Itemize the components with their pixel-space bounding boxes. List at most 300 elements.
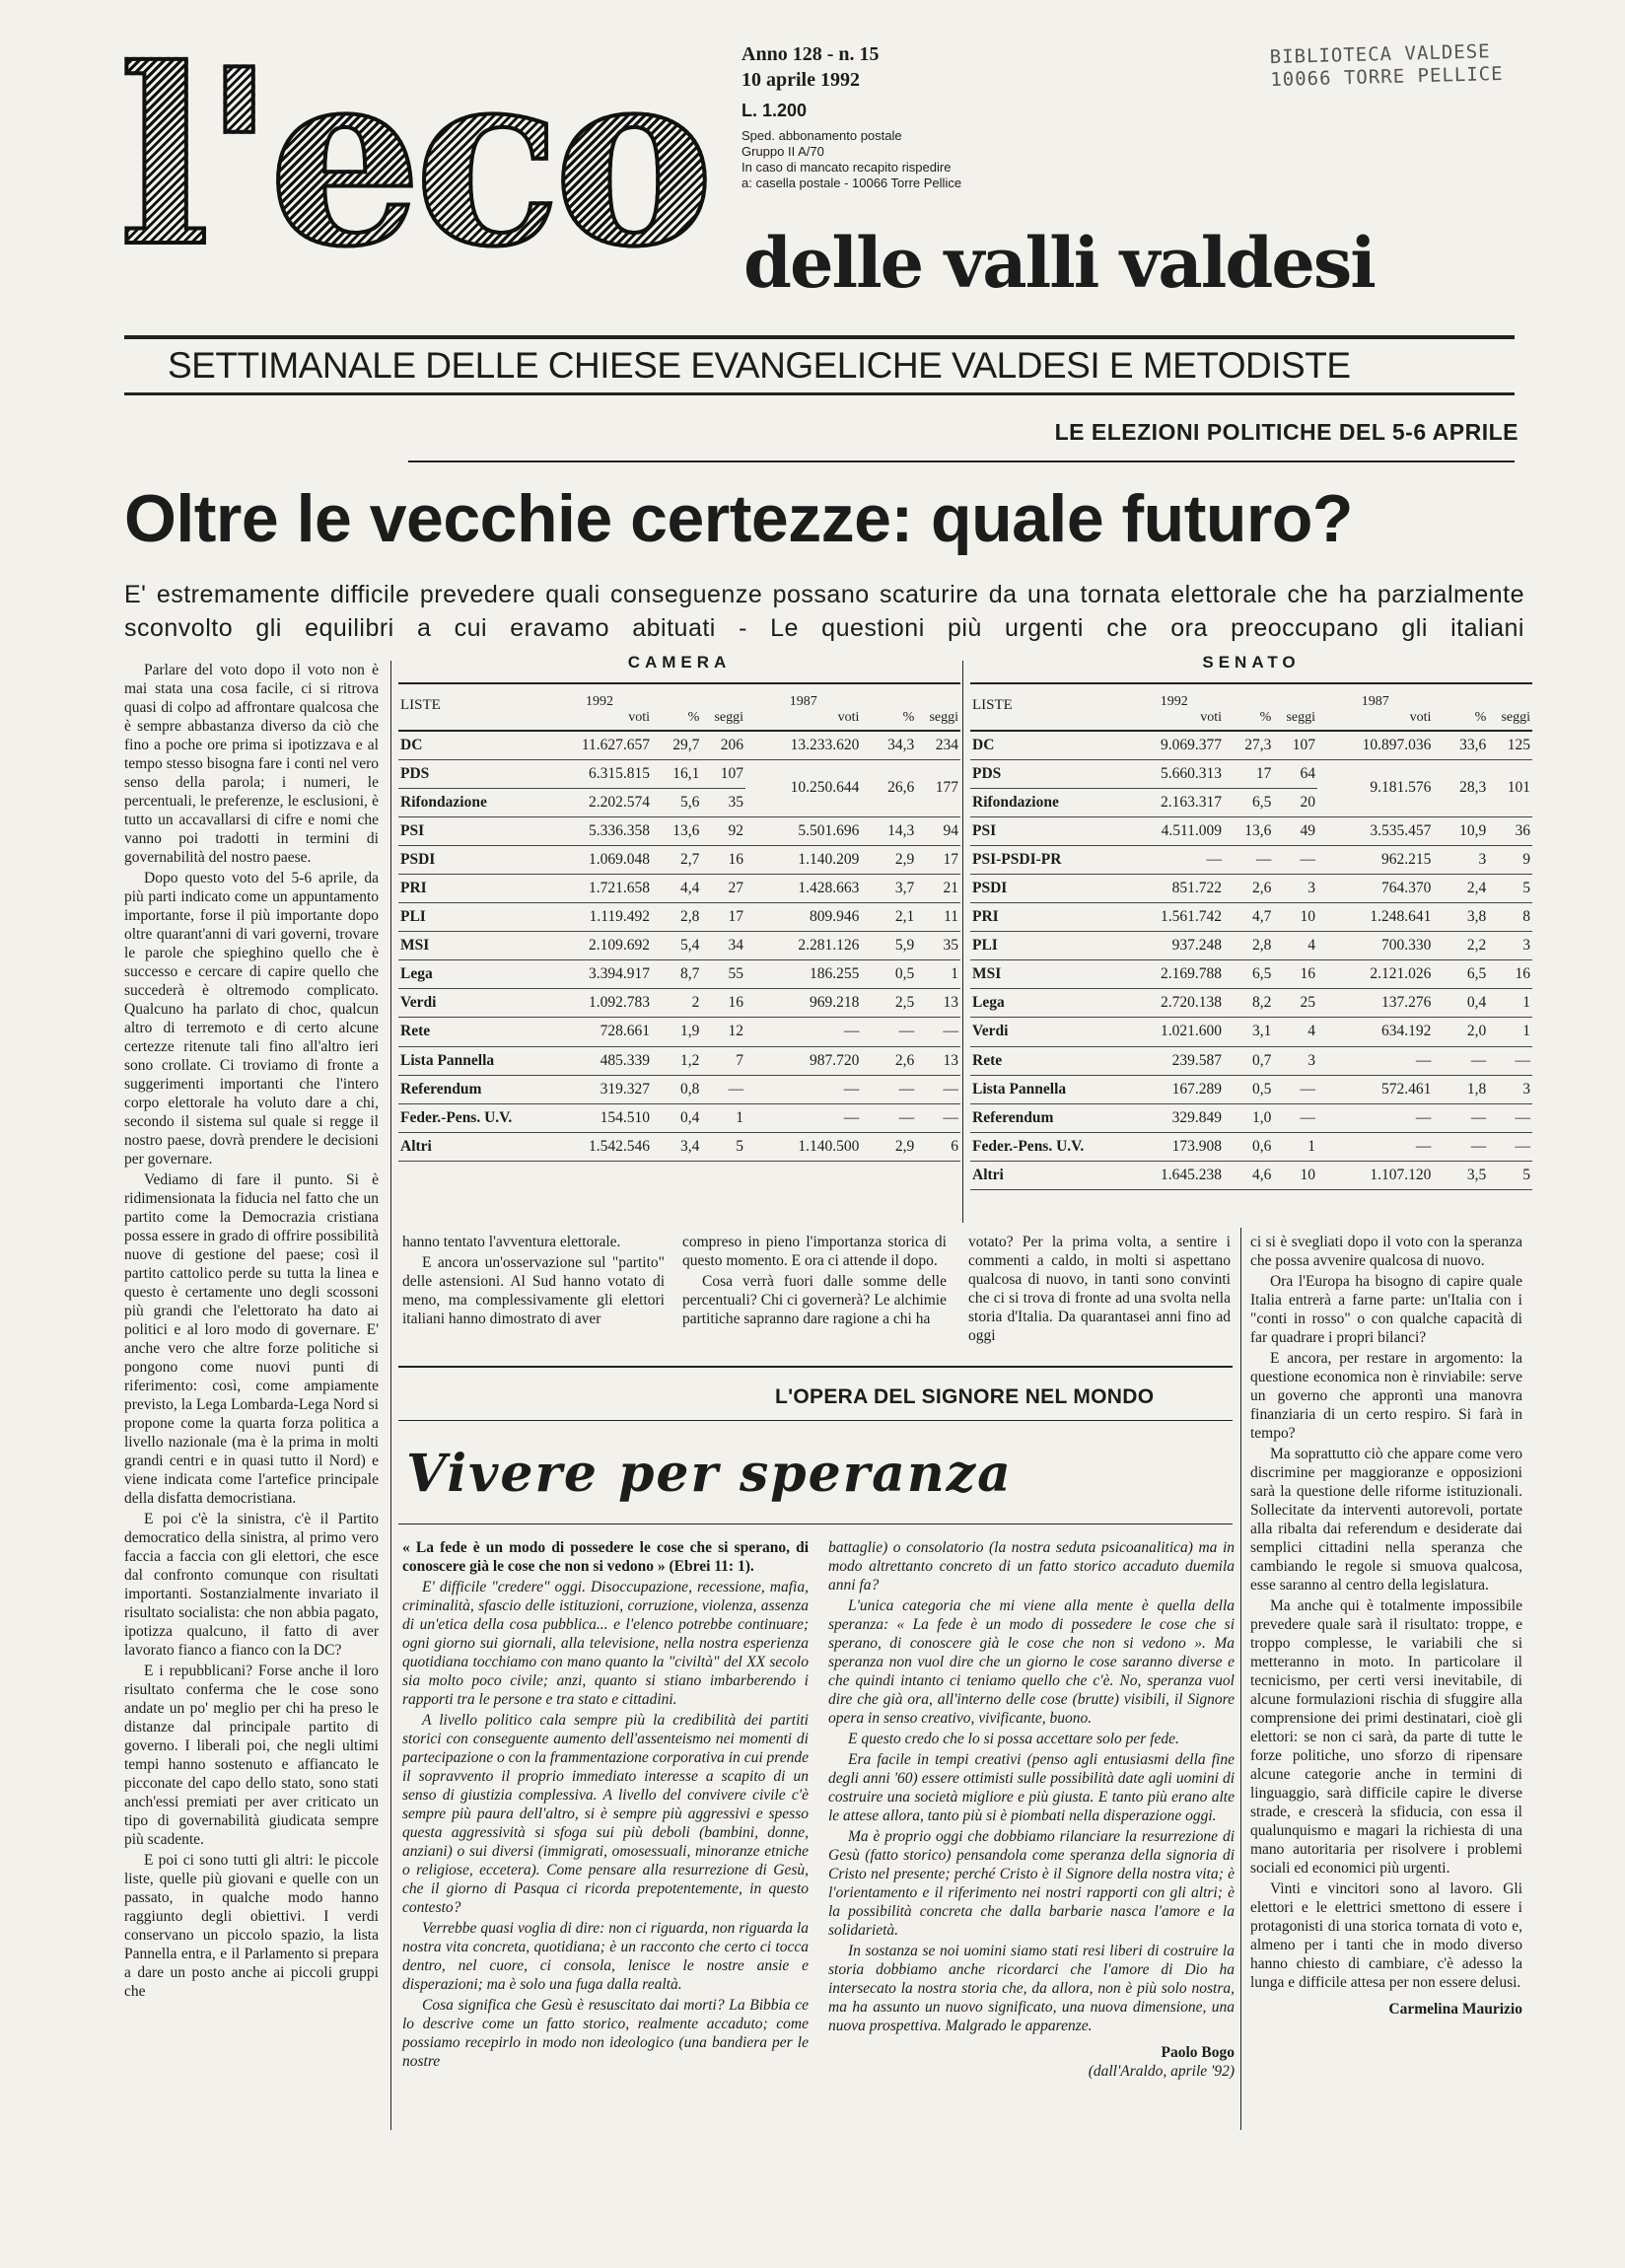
result-row — [970, 903, 1532, 932]
feature-kicker-rule — [398, 1420, 1233, 1421]
year-1987: 1987 — [1361, 694, 1389, 709]
result-p87: 2,6 — [861, 1046, 916, 1075]
result-s92: 64 — [1273, 759, 1317, 788]
paragraph: Verrebbe quasi voglia di dire: non ci riguarda, non riguarda la nostra vita concreta, quotidiana; è un racconto che certo ci tocca dentro, nel cuore, ci consola, lenisce le nostre ansie e disperazioni; ma è solo una fuga dalla realtà. — [402, 1920, 809, 1993]
party-name: Verdi — [970, 1018, 1124, 1046]
result-v92: 173.908 — [1124, 1132, 1224, 1161]
result-v87: — — [1317, 1103, 1433, 1132]
result-p92: 2,8 — [1224, 932, 1273, 960]
col-header-voti: 1987 voti — [745, 683, 861, 731]
result-s92: — — [1273, 1075, 1317, 1103]
result-s92: 1 — [1273, 1132, 1317, 1161]
headline: Oltre le vecchie certezze: quale futuro? — [124, 481, 1353, 556]
col-header-pct: % — [861, 683, 916, 731]
camera-table — [398, 682, 960, 1162]
result-v87: 137.276 — [1317, 989, 1433, 1018]
party-name: PSI — [970, 816, 1124, 845]
paragraph: Era facile in tempi creativi (penso agli entusiasmi della fine degli anni '60) essere ottimisti sulle possibilità date agli uomini di costruire una società migliore e più giusta. E tanto più erano alte le attese allora, tanto più si è piombati nella disperazione oggi. — [828, 1751, 1235, 1824]
paragraph: hanno tentato l'avventura elettorale. — [402, 1234, 621, 1250]
result-row — [970, 1103, 1532, 1132]
feature-top-rule — [398, 1366, 1233, 1368]
result-p87: — — [861, 1018, 916, 1046]
result-row — [398, 903, 960, 932]
result-v92: 2.109.692 — [547, 932, 652, 960]
result-v87: 1.140.209 — [745, 845, 861, 874]
result-v92: 3.394.917 — [547, 960, 652, 989]
masthead-subtitle: delle valli valdesi — [743, 222, 1375, 304]
postal-line: Sped. abbonamento postale — [742, 128, 902, 143]
party-name: PDS — [398, 759, 547, 788]
result-row — [398, 1103, 960, 1132]
result-p87: — — [1433, 1103, 1488, 1132]
result-v87: 1.248.641 — [1317, 903, 1433, 932]
camera-header-row — [398, 683, 960, 731]
paragraph: battaglie) o consolatorio (la nostra seduta psicoanalitica) ma in modo altrettanto concreto di un fatto storico accaduto duemila anni fa? — [828, 1539, 1235, 1594]
senato-rows — [970, 731, 1532, 1190]
result-row — [970, 816, 1532, 845]
result-row — [970, 874, 1532, 902]
result-s92: 12 — [701, 1018, 745, 1046]
result-row — [398, 845, 960, 874]
result-s87: — — [1488, 1132, 1532, 1161]
result-v87: 9.181.576 — [1317, 759, 1433, 816]
result-row — [970, 989, 1532, 1018]
result-s87: — — [916, 1075, 960, 1103]
result-v92: — — [1124, 845, 1224, 874]
result-s87: — — [916, 1103, 960, 1132]
result-v92: 5.336.358 — [547, 816, 652, 845]
result-s92: 16 — [701, 845, 745, 874]
paragraph: E ancora un'osservazione sul "partito" delle astensioni. Al Sud hanno votato di meno, ma complessivamente gli elettori italiani hanno dimostrato di aver — [402, 1254, 665, 1327]
paragraph: Parlare del voto dopo il voto non è mai stata una cosa facile, ci si ritrova quasi di colpo ad affrontare qualcosa che è sempre abbastanza diverso da ciò che fino a poche ore prima si ipotizzava e al tempo stesso bisogna fare i conti nel vero senso della parola; i numeri, le percentuali, le preferenze, le esclusioni, è tutto un accavallarsi di cifre e nomi che vanno poi tradotti in termini di governabilità del nostro paese. — [124, 662, 379, 866]
result-v92: 319.327 — [547, 1075, 652, 1103]
result-s92: 107 — [1273, 731, 1317, 759]
paragraph: Dopo questo voto del 5-6 aprile, da più parti indicato come un appuntamento importante, forse il più importante dopo oltre quarant'anni di vari governi, trovare le parole che spieghino quello che è successo e cercare di capire quello che succederà è oltremodo complicato. Qualcuno ha parlato di choc, qualcun altro di terremoto e di certo alcune certezze ritenute tali fino all'altro ieri sono crollate. Ci troviamo di fronte a suggerimenti importanti che l'intero corpo elettorale ha voluto dare a chi, secondo il sistema sul quale si regge il nostro paese, dovrà prendere le decisioni per governare. — [124, 870, 379, 1168]
result-v92: 1.092.783 — [547, 989, 652, 1018]
result-s92: 3 — [1273, 874, 1317, 902]
result-p87: 14,3 — [861, 816, 916, 845]
result-s87: 17 — [916, 845, 960, 874]
result-s87: 5 — [1488, 1161, 1532, 1189]
result-p92: 4,6 — [1224, 1161, 1273, 1189]
result-row — [398, 731, 960, 759]
masthead-logo: l'eco — [118, 16, 707, 300]
result-v92: 1.561.742 — [1124, 903, 1224, 932]
party-name: PSI — [398, 816, 547, 845]
camera-rows — [398, 731, 960, 1161]
paragraph: Vinti e vincitori sono al lavoro. Gli elettori e le elettrici smettono di essere i protagonisti di una storica tornata di voto e, almeno per i tanti che in modo diverso hanno chiesto di cambiare, c'è adesso la lunga e difficile attesa per non essere delusi. — [1250, 1880, 1522, 1991]
result-p92: 27,3 — [1224, 731, 1273, 759]
senato-title: SENATO — [1202, 653, 1301, 672]
result-v92: 1.069.048 — [547, 845, 652, 874]
year-1992: 1992 — [585, 694, 613, 709]
paragraph: E i repubblicani? Forse anche il loro risultato conferma che le cose sono andate un po' meglio per chi ha preso le distanze dal principale partito di governo. I liberali poi, che negli ultimi tempi hanno sostenuto e affiancato le picconate del capo dello stato, sono stati anch'essi premiati per aver criticato un tipo di governabilità giudicata sempre più scadente. — [124, 1663, 379, 1848]
party-name: Feder.-Pens. U.V. — [398, 1103, 547, 1132]
paragraph: E poi ci sono tutti gli altri: le piccole liste, quelle più giovani e quelle con un passato, in qualche modo hanno raggiunto degli obiettivi. I verdi conservano un piccolo spazio, la lista Pannella entra, e il Parlamento si prepara a dare un posto anche ai piccoli gruppi che — [124, 1852, 379, 2000]
result-row — [970, 1046, 1532, 1075]
result-v92: 5.660.313 — [1124, 759, 1224, 788]
result-p92: 29,7 — [652, 731, 701, 759]
result-row — [970, 1132, 1532, 1161]
result-p92: 1,9 — [652, 1018, 701, 1046]
library-stamp — [1269, 40, 1503, 92]
paragraph: E' difficile "credere" oggi. Disoccupazione, recessione, mafia, criminalità, sfascio delle istituzioni, corruzione, violenza, assenza di un'etica della cosa pubblica... e l'elenco potrebbe continuare; ogni giorno sui giornali, alla televisione, nella nostra esperienza quotidiana tocchiamo con mano quanto la "civiltà" del XX secolo sia molto poco civile; anzi, quanto si stiano imbarberendo i rapporti tra le persone e tra stato e cittadini. — [402, 1579, 809, 1708]
result-s92: 16 — [1273, 960, 1317, 989]
result-s87: 1 — [1488, 1018, 1532, 1046]
result-v87: — — [1317, 1046, 1433, 1075]
column-divider — [390, 661, 391, 2130]
result-s87: — — [1488, 1103, 1532, 1132]
feature-col-1 — [402, 1538, 809, 2071]
result-v87: — — [745, 1103, 861, 1132]
result-row — [970, 731, 1532, 759]
main-article-col-5 — [1250, 1233, 1522, 2019]
result-p92: 3,4 — [652, 1132, 701, 1161]
feature-kicker: L'OPERA DEL SIGNORE NEL MONDO — [775, 1385, 1155, 1408]
result-p92: 4,7 — [1224, 903, 1273, 932]
result-s92: 10 — [1273, 1161, 1317, 1189]
result-p92: 13,6 — [1224, 816, 1273, 845]
result-v92: 154.510 — [547, 1103, 652, 1132]
result-v92: 1.645.238 — [1124, 1161, 1224, 1189]
col-header-seggi: seggi — [701, 683, 745, 731]
result-row — [970, 932, 1532, 960]
paragraph: E poi c'è la sinistra, c'è il Partito democratico della sinistra, al primo vero faccia a faccia con gli elettori, che esce dal confronto comunque con risultati importanti. Sostanzialmente invariato il risultato socialista: che non abbia pagato, ipotizza qualcuno, il fatto di aver lavorato fianco a fianco con la DC? — [124, 1511, 379, 1659]
result-p92: 2,8 — [652, 903, 701, 932]
party-name: Lega — [970, 989, 1124, 1018]
result-v92: 9.069.377 — [1124, 731, 1224, 759]
result-p87: — — [861, 1103, 916, 1132]
senato-header-row — [970, 683, 1532, 731]
result-p92: 4,4 — [652, 874, 701, 902]
party-name: PLI — [398, 903, 547, 932]
col-header-voti: 1992 voti — [547, 683, 652, 731]
paragraph: Cosa significa che Gesù è resuscitato dai morti? La Bibbia ce lo descrive come un fatto storico, realmente accaduto; come possiamo recepirlo in modo non ideologico (una bandiera per le nostre — [402, 1997, 809, 2070]
result-row — [398, 759, 960, 788]
result-s87: 125 — [1488, 731, 1532, 759]
feature-col-2 — [828, 1538, 1235, 2081]
result-p92: 0,6 — [1224, 1132, 1273, 1161]
result-v87: 10.250.644 — [745, 759, 861, 816]
result-s87: 5 — [1488, 874, 1532, 902]
paragraph: Ma soprattutto ciò che appare come vero discrimine per maggioranze e opposizioni sarà la questione delle riforme istituzionali. Sollecitate da interventi autorevoli, portate alla ribalta dai referendum e desiderate dai semplici cittadini nella speranza che cambiando le regole si smuova qualcosa, esse saranno al centro della legislatura. — [1250, 1446, 1522, 1594]
result-v87: 10.897.036 — [1317, 731, 1433, 759]
result-s92: 10 — [1273, 903, 1317, 932]
result-v92: 167.289 — [1124, 1075, 1224, 1103]
result-p92: — — [1224, 845, 1273, 874]
party-name: Referendum — [970, 1103, 1124, 1132]
result-v92: 11.627.657 — [547, 731, 652, 759]
result-row — [398, 989, 960, 1018]
stamp-line: BIBLIOTECA VALDESE — [1269, 40, 1491, 69]
result-s92: 5 — [701, 1132, 745, 1161]
main-article-col-1 — [124, 661, 379, 2001]
result-p87: 2,4 — [1433, 874, 1488, 902]
result-p92: 2,7 — [652, 845, 701, 874]
party-name: PSDI — [970, 874, 1124, 902]
result-p87: — — [1433, 1046, 1488, 1075]
result-v87: — — [1317, 1132, 1433, 1161]
result-p92: 0,4 — [652, 1103, 701, 1132]
paragraph: In sostanza se noi uomini siamo stati resi liberi di costruire la storia dobbiamo anche ricordarci che l'amore di Dio ha intersecato la nostra storia che, da allora, non è più solo nostra, ma ha assunto un nuovo significato, una nuova dimensione, una nuova prospettiva. Malgrado le apparenze. — [828, 1943, 1235, 2034]
feature-author: Paolo Bogo — [1161, 2044, 1235, 2061]
postal-info — [742, 128, 1037, 191]
result-p87: 0,4 — [1433, 989, 1488, 1018]
party-name: PDS — [970, 759, 1124, 788]
result-p92: 6,5 — [1224, 788, 1273, 816]
paragraph: compreso in pieno l'importanza storica di questo momento. E ora ci attende il dopo. — [682, 1234, 947, 1269]
col-header-liste: LISTE — [970, 683, 1124, 731]
party-name: MSI — [398, 932, 547, 960]
result-s92: 35 — [701, 788, 745, 816]
result-v92: 1.021.600 — [1124, 1018, 1224, 1046]
col-header-seggi: seggi — [1488, 683, 1532, 731]
result-p92: 8,7 — [652, 960, 701, 989]
party-name: Rifondazione — [398, 788, 547, 816]
result-v87: 634.192 — [1317, 1018, 1433, 1046]
result-v87: 2.281.126 — [745, 932, 861, 960]
result-s92: 55 — [701, 960, 745, 989]
result-v87: 1.107.120 — [1317, 1161, 1433, 1189]
result-p87: 3,5 — [1433, 1161, 1488, 1189]
column-divider — [1240, 1228, 1241, 2130]
result-row — [970, 960, 1532, 989]
result-v87: 2.121.026 — [1317, 960, 1433, 989]
result-p87: — — [861, 1075, 916, 1103]
result-p87: — — [1433, 1132, 1488, 1161]
party-name: PRI — [970, 903, 1124, 932]
result-v92: 2.163.317 — [1124, 788, 1224, 816]
result-s87: 11 — [916, 903, 960, 932]
col-header-pct: % — [1224, 683, 1273, 731]
result-s87: 9 — [1488, 845, 1532, 874]
main-article-col-4 — [968, 1233, 1231, 1345]
result-row — [398, 932, 960, 960]
main-article-col-3 — [682, 1233, 947, 1328]
result-p92: 3,1 — [1224, 1018, 1273, 1046]
section-label: LE ELEZIONI POLITICHE DEL 5-6 APRILE — [1054, 419, 1519, 445]
col-header-pct: % — [652, 683, 701, 731]
result-s87: 3 — [1488, 1075, 1532, 1103]
year-1992: 1992 — [1160, 694, 1188, 709]
result-v92: 728.661 — [547, 1018, 652, 1046]
result-p87: 26,6 — [861, 759, 916, 816]
paragraph: L'unica categoria che mi viene alla mente è quella della speranza: « La fede è un modo di possedere le cose che si sperano, di conoscere già le cose che non si vedono ». Ma speranza non vuol dire che un giorno le cose saranno diverse e che quindi intanto ci teniamo quello che c'è. No, speranza vuol dire che già ora, all'interno delle cose (brutte) visibili, il Signore opera in senso creativo, vivificante, buono. — [828, 1597, 1235, 1727]
result-row — [398, 1018, 960, 1046]
result-row — [398, 1046, 960, 1075]
result-s87: 101 — [1488, 759, 1532, 816]
result-s92: — — [701, 1075, 745, 1103]
result-s87: 1 — [916, 960, 960, 989]
result-s92: 25 — [1273, 989, 1317, 1018]
paragraph: votato? Per la prima volta, a sentire i commenti a caldo, in molti si aspettano qualcosa di nuovo, in tanti sono convinti che ci si trova di fronte ad una svolta nella storia d'Italia. Da quarantasei anni fino ad oggi — [968, 1234, 1231, 1344]
result-p87: 2,9 — [861, 1132, 916, 1161]
col-header-liste: LISTE — [398, 683, 547, 731]
result-p92: 1,2 — [652, 1046, 701, 1075]
result-s92: 4 — [1273, 1018, 1317, 1046]
party-name: DC — [970, 731, 1124, 759]
result-s87: 3 — [1488, 932, 1532, 960]
column-divider — [962, 661, 963, 1223]
stamp-line: 10066 TORRE PELLICE — [1270, 62, 1504, 92]
party-name: DC — [398, 731, 547, 759]
main-article-col-2 — [402, 1233, 665, 1328]
party-name: Lista Pannella — [970, 1075, 1124, 1103]
result-s87: — — [916, 1018, 960, 1046]
col-header-pct: % — [1433, 683, 1488, 731]
result-p87: 6,5 — [1433, 960, 1488, 989]
result-s92: 34 — [701, 932, 745, 960]
result-v87: — — [745, 1075, 861, 1103]
result-p87: 2,2 — [1433, 932, 1488, 960]
result-v87: 969.218 — [745, 989, 861, 1018]
camera-results — [398, 653, 960, 1162]
issue-date: 10 aprile 1992 — [742, 69, 860, 91]
paragraph: Ora l'Europa ha bisogno di capire quale Italia entrerà a farne parte: un'Italia con i "conti in rosso" o con qualche capacità di far quadrare i propri bilanci? — [1250, 1273, 1522, 1346]
party-name: PLI — [970, 932, 1124, 960]
result-p87: 5,9 — [861, 932, 916, 960]
party-name: Referendum — [398, 1075, 547, 1103]
result-p87: 3 — [1433, 845, 1488, 874]
party-name: Feder.-Pens. U.V. — [970, 1132, 1124, 1161]
party-name: PSDI — [398, 845, 547, 874]
result-s87: 35 — [916, 932, 960, 960]
tagline-rule — [124, 392, 1515, 395]
party-name: Rete — [970, 1046, 1124, 1075]
result-s92: 49 — [1273, 816, 1317, 845]
paragraph: Cosa verrà fuori dalle somme delle percentuali? Chi ci governerà? Le alchimie partitiche sapranno dare ragione a chi ha — [682, 1273, 947, 1327]
result-v92: 2.202.574 — [547, 788, 652, 816]
result-v87: 987.720 — [745, 1046, 861, 1075]
result-p87: 3,8 — [1433, 903, 1488, 932]
result-s92: 92 — [701, 816, 745, 845]
result-s92: 4 — [1273, 932, 1317, 960]
paragraph: ci si è svegliati dopo il voto con la speranza che possa avvenire qualcosa di nuovo. — [1250, 1234, 1522, 1269]
result-s92: 107 — [701, 759, 745, 788]
result-p92: 2,6 — [1224, 874, 1273, 902]
result-v87: 764.370 — [1317, 874, 1433, 902]
result-v87: 1.140.500 — [745, 1132, 861, 1161]
result-p92: 0,8 — [652, 1075, 701, 1103]
result-s87: 8 — [1488, 903, 1532, 932]
senato-table — [970, 682, 1532, 1190]
result-s87: 6 — [916, 1132, 960, 1161]
col-header-voti: 1987 voti — [1317, 683, 1433, 731]
postal-line: a: casella postale - 10066 Torre Pellice — [742, 176, 962, 190]
result-v92: 851.722 — [1124, 874, 1224, 902]
result-row — [970, 1075, 1532, 1103]
result-s87: 13 — [916, 989, 960, 1018]
result-p92: 6,5 — [1224, 960, 1273, 989]
result-v87: 962.215 — [1317, 845, 1433, 874]
result-s87: 13 — [916, 1046, 960, 1075]
result-row — [398, 960, 960, 989]
col-header-voti: 1992 voti — [1124, 683, 1224, 731]
result-v92: 4.511.009 — [1124, 816, 1224, 845]
result-v92: 329.849 — [1124, 1103, 1224, 1132]
party-name: PRI — [398, 874, 547, 902]
feature-source: (dall'Araldo, aprile '92) — [1088, 2063, 1235, 2080]
result-v87: 809.946 — [745, 903, 861, 932]
party-name: Lista Pannella — [398, 1046, 547, 1075]
result-row — [970, 759, 1532, 788]
result-v92: 2.169.788 — [1124, 960, 1224, 989]
result-v87: 572.461 — [1317, 1075, 1433, 1103]
result-p92: 0,5 — [1224, 1075, 1273, 1103]
result-p92: 8,2 — [1224, 989, 1273, 1018]
feature-title: Vivere per speranza — [406, 1444, 1013, 1504]
result-p92: 0,7 — [1224, 1046, 1273, 1075]
result-p87: 2,5 — [861, 989, 916, 1018]
col-header-seggi: seggi — [916, 683, 960, 731]
paragraph: E questo credo che lo si possa accettare solo per fede. — [848, 1731, 1179, 1747]
result-s92: — — [1273, 1103, 1317, 1132]
masthead-tagline: SETTIMANALE DELLE CHIESE EVANGELICHE VALDESI E METODISTE — [168, 345, 1351, 386]
result-v87: 1.428.663 — [745, 874, 861, 902]
masthead-rule — [124, 335, 1515, 339]
result-p87: 33,6 — [1433, 731, 1488, 759]
result-p92: 16,1 — [652, 759, 701, 788]
result-s92: 3 — [1273, 1046, 1317, 1075]
result-s87: 177 — [916, 759, 960, 816]
result-v87: 13.233.620 — [745, 731, 861, 759]
party-name: Rete — [398, 1018, 547, 1046]
result-s92: — — [1273, 845, 1317, 874]
result-v87: 5.501.696 — [745, 816, 861, 845]
result-p87: 1,8 — [1433, 1075, 1488, 1103]
result-v92: 1.119.492 — [547, 903, 652, 932]
result-v87: 186.255 — [745, 960, 861, 989]
result-v87: — — [745, 1018, 861, 1046]
result-p92: 5,4 — [652, 932, 701, 960]
result-p87: 0,5 — [861, 960, 916, 989]
result-v87: 700.330 — [1317, 932, 1433, 960]
postal-line: In caso di mancato recapito rispedire — [742, 160, 952, 175]
result-s92: 20 — [1273, 788, 1317, 816]
result-v92: 1.542.546 — [547, 1132, 652, 1161]
result-v87: 3.535.457 — [1317, 816, 1433, 845]
result-p92: 13,6 — [652, 816, 701, 845]
result-v92: 937.248 — [1124, 932, 1224, 960]
postal-line: Gruppo II A/70 — [742, 144, 824, 159]
main-article-author: Carmelina Maurizio — [1388, 2001, 1522, 2018]
party-name: Rifondazione — [970, 788, 1124, 816]
result-p92: 2 — [652, 989, 701, 1018]
result-s87: 1 — [1488, 989, 1532, 1018]
result-s87: 16 — [1488, 960, 1532, 989]
result-s92: 206 — [701, 731, 745, 759]
result-p87: 2,1 — [861, 903, 916, 932]
result-p87: 2,9 — [861, 845, 916, 874]
result-p87: 2,0 — [1433, 1018, 1488, 1046]
standfirst: E' estremamente difficile prevedere quali conseguenze possano scaturire da una tornata elettorale che ha parzialmente sconvolto gli equilibri a cui eravamo abituati - Le questioni più urgenti che ora preoccupano gli italiani — [124, 581, 1524, 642]
result-v92: 1.721.658 — [547, 874, 652, 902]
result-p92: 1,0 — [1224, 1103, 1273, 1132]
result-row — [970, 1018, 1532, 1046]
result-row — [398, 816, 960, 845]
result-row — [398, 874, 960, 902]
party-name: Lega — [398, 960, 547, 989]
result-p87: 3,7 — [861, 874, 916, 902]
party-name: Altri — [398, 1132, 547, 1161]
result-row — [398, 1132, 960, 1161]
result-v92: 2.720.138 — [1124, 989, 1224, 1018]
party-name: Verdi — [398, 989, 547, 1018]
party-name: PSI-PSDI-PR — [970, 845, 1124, 874]
result-p92: 5,6 — [652, 788, 701, 816]
year-1987: 1987 — [789, 694, 817, 709]
issue-number: Anno 128 - n. 15 — [742, 43, 880, 65]
